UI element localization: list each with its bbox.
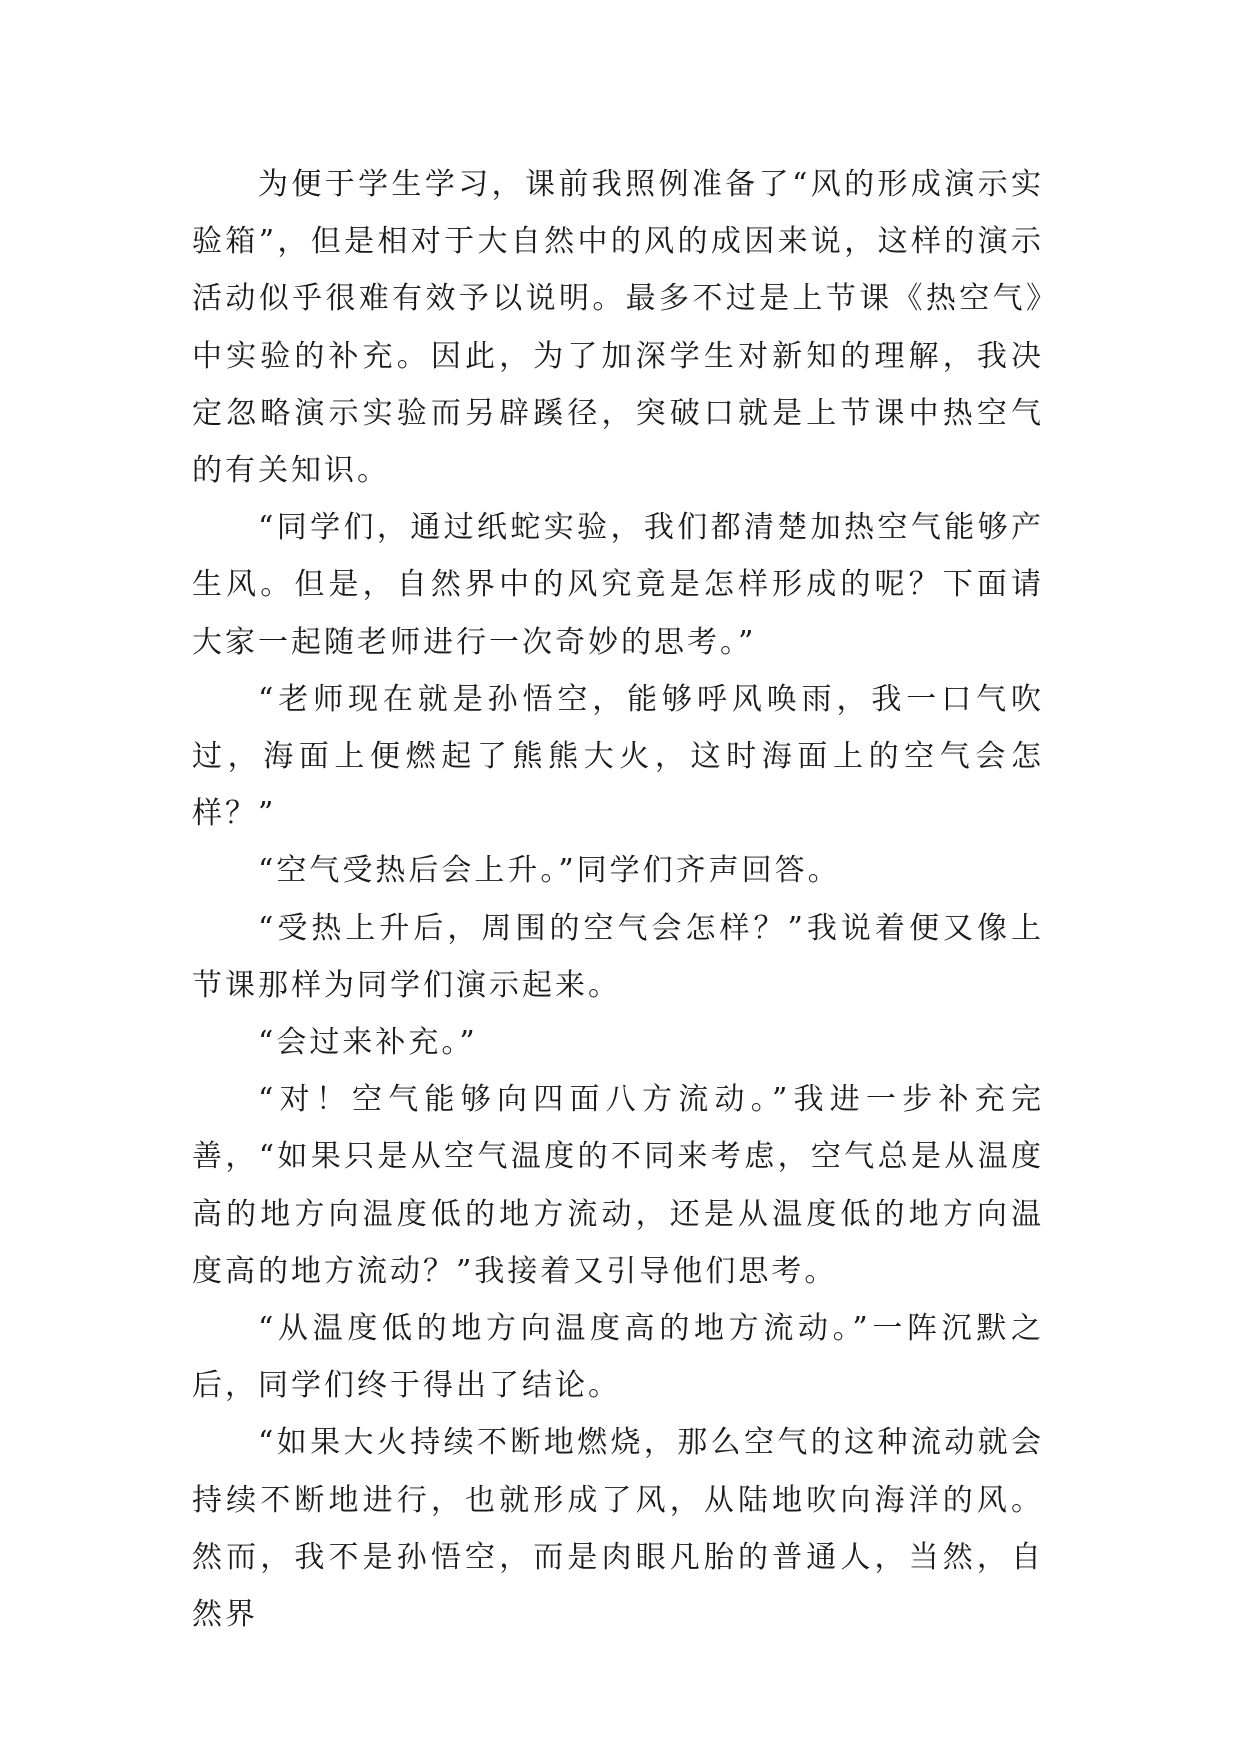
- paragraph-9: “如果大火持续不断地燃烧，那么空气的这种流动就会持续不断地进行，也就形成了风，从陆地吹向海洋的风。然而，我不是孙悟空，而是肉眼凡胎的普通人，当然，自然界: [192, 1425, 1044, 1633]
- paragraph-1: 为便于学生学习，课前我照例准备了“风的形成演示实验箱”，但是相对于大自然中的风的成因来说，这样的演示活动似乎很难有效予以说明。最多不过是上节课《热空气》中实验的补充。因此，为了加深学生对新知的理解，我决定忽略演示实验而另辟蹊径，突破口就是上节课中热空气的有关知识。: [192, 167, 1044, 489]
- body-text: [192, 156, 1044, 1643]
- paragraph-4: “空气受热后会上升。”同学们齐声回答。: [258, 853, 841, 889]
- paragraph-5: “受热上升后，周围的空气会怎样？”我说着便又像上节课那样为同学们演示起来。: [192, 910, 1044, 1003]
- paragraph-8: “从温度低的地方向温度高的地方流动。”一阵沉默之后，同学们终于得出了结论。: [192, 1311, 1044, 1404]
- paragraph-3: “老师现在就是孙悟空，能够呼风唤雨，我一口气吹过，海面上便燃起了熊熊大火，这时海面上的空气会怎样？”: [192, 681, 1044, 832]
- paragraph-7: “对！空气能够向四面八方流动。”我进一步补充完善，“如果只是从空气温度的不同来考虑，空气总是从温度高的地方向温度低的地方流动，还是从温度低的地方向温度高的地方流动？”我接着又引导他们思考。: [192, 1082, 1044, 1289]
- paragraph-2: “同学们，通过纸蛇实验，我们都清楚加热空气能够产生风。但是，自然界中的风究竟是怎样形成的呢？下面请大家一起随老师进行一次奇妙的思考。”: [192, 510, 1044, 660]
- paragraph-6: “会过来补充。”: [258, 1025, 478, 1061]
